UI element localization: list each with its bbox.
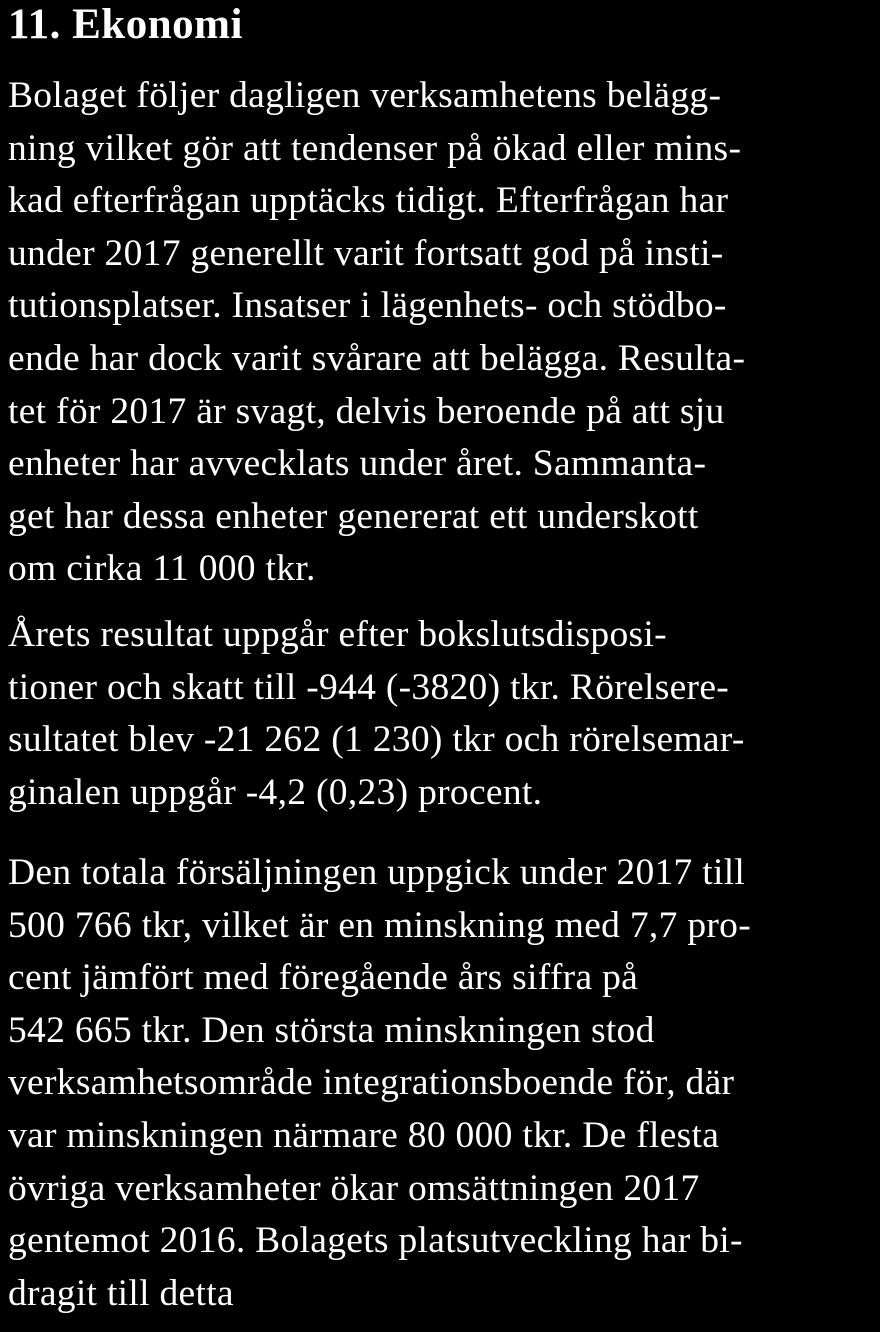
text-line: sultatet blev -21 262 (1 230) tkr och rörelsemar- bbox=[8, 719, 745, 761]
text-line: ginalen uppgår -4,2 (0,23) procent. bbox=[8, 771, 543, 813]
text-line: kad efterfrågan upptäcks tidigt. Efterfrågan har bbox=[8, 180, 729, 222]
text-line: get har dessa enheter genererat ett underskott bbox=[8, 495, 699, 537]
text-line: tioner och skatt till -944 (-3820) tkr. Rörelsere- bbox=[8, 666, 730, 708]
text-line: Bolaget följer dagligen verksamhetens belägg- bbox=[8, 75, 722, 116]
text-line: 500 766 tkr, vilket är en minskning med 7,7 pro- bbox=[8, 904, 751, 946]
text-line: dragit till detta bbox=[8, 1272, 234, 1314]
text-line: ende har dock varit svårare att belägga. Resulta- bbox=[8, 337, 746, 379]
text-line: Årets resultat uppgår efter bokslutsdisposi- bbox=[8, 614, 667, 655]
paragraph-operations bbox=[8, 70, 745, 596]
text-line: Den totala försäljningen uppgick under 2017 till bbox=[8, 852, 746, 893]
paragraph-sales bbox=[8, 847, 751, 1320]
text-line: tet för 2017 är svagt, delvis beroende på att sju bbox=[8, 390, 725, 432]
text-line: 542 665 tkr. Den största minskningen stod bbox=[8, 1009, 655, 1051]
text-line: cent jämfört med föregående års siffra på bbox=[8, 957, 639, 999]
text-line: enheter har avvecklats under året. Sammanta- bbox=[8, 443, 707, 485]
paragraph-result bbox=[8, 609, 745, 819]
text-line: övriga verksamheter ökar omsättningen 2017 bbox=[8, 1167, 700, 1209]
text-line: tutionsplatser. Insatser i lägenhets- och stödbo- bbox=[8, 285, 727, 327]
text-line: under 2017 generellt varit fortsatt god på insti- bbox=[8, 232, 724, 274]
text-line: om cirka 11 000 tkr. bbox=[8, 548, 316, 590]
text-line: ning vilket gör att tendenser på ökad eller mins- bbox=[8, 127, 742, 169]
text-line: gentemot 2016. Bolagets platsutveckling har bi- bbox=[8, 1220, 743, 1262]
text-line: verksamhetsområde integrationsboende för, där bbox=[8, 1062, 735, 1104]
document-page bbox=[8, 0, 874, 1314]
section-heading: 11. Ekonomi bbox=[8, 1, 243, 48]
text-line: var minskningen närmare 80 000 tkr. De flesta bbox=[8, 1114, 720, 1156]
